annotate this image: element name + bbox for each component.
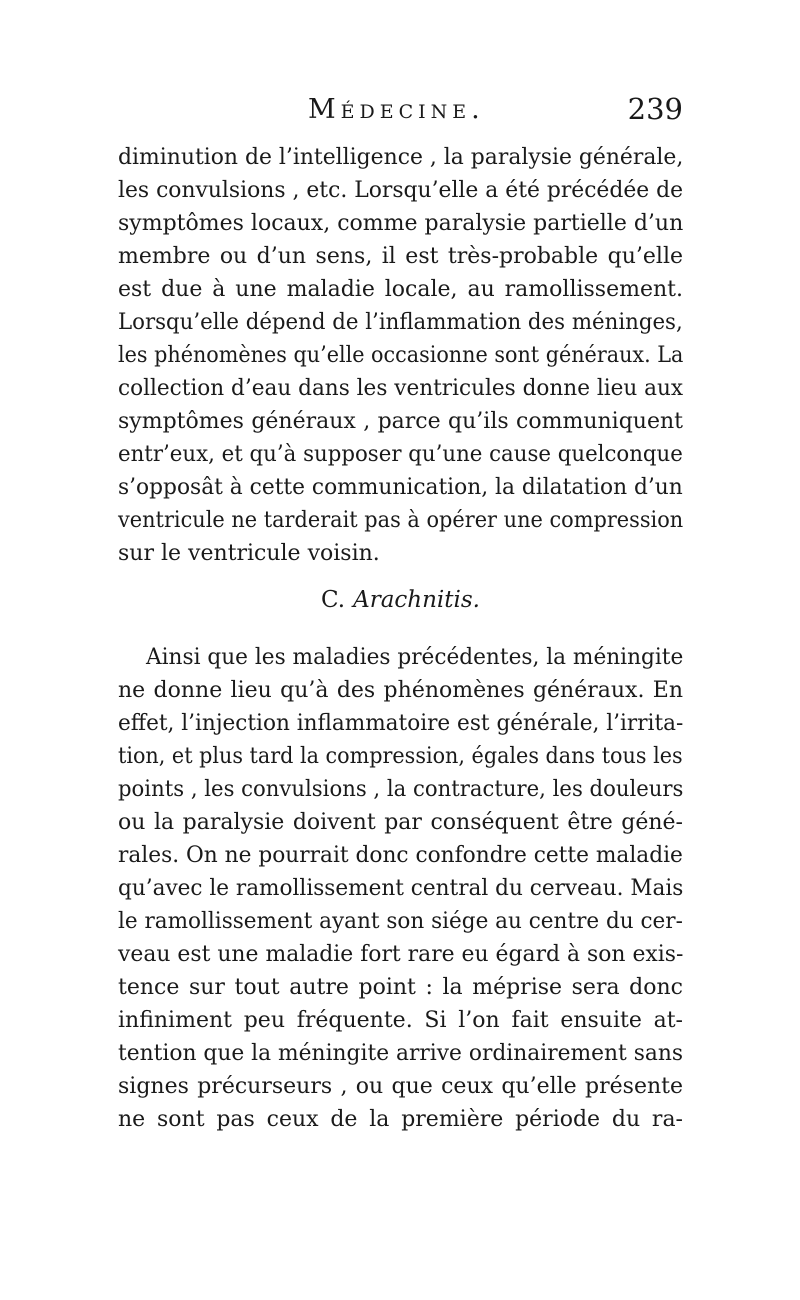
section-heading — [118, 580, 683, 620]
text-line: Ainsi que les maladies précédentes, la méningite — [146, 645, 684, 670]
text-line: rales. On ne pourrait donc confondre cette maladie — [118, 843, 683, 868]
text-line: ou la paralysie doivent par conséquent être géné- — [118, 810, 683, 835]
running-title: Médecine. — [308, 94, 485, 125]
text-line: sur le ventricule voisin. — [118, 541, 380, 566]
text-line: le ramollissement ayant son siége au centre du cer- — [118, 909, 683, 934]
text-line: les convulsions , etc. Lorsqu’elle a été précédée de — [118, 178, 684, 203]
text-line: collection d’eau dans les ventricules donne lieu aux — [118, 376, 684, 401]
text-line: symptômes locaux, comme paralysie partielle d’un — [118, 211, 684, 236]
text-line: signes précurseurs , ou que ceux qu’elle présente — [118, 1074, 683, 1099]
text-line: diminution de l’intelligence , la paralysie générale, — [118, 145, 684, 170]
section-title: Arachnitis. — [353, 587, 480, 613]
text-line: veau est une maladie fort rare eu égard à son exis- — [118, 942, 684, 967]
text-line: symptômes généraux , parce qu’ils communiquent — [118, 409, 683, 434]
text-line: effet, l’injection inflammatoire est générale, l’irrita- — [118, 711, 684, 736]
text-line: ventricule ne tarderait pas à opérer une compression — [118, 508, 684, 533]
text-line: ne sont pas ceux de la première période du ra- — [118, 1107, 683, 1132]
text-line: tion, et plus tard la compression, égales dans tous les — [118, 744, 683, 769]
text-line: les phénomènes qu’elle occasionne sont généraux. La — [118, 343, 684, 368]
page-number: 239 — [627, 92, 683, 126]
text-line: infiniment peu fréquente. Si l’on fait ensuite at- — [118, 1008, 683, 1033]
text-line: s’opposât à cette communication, la dilatation d’un — [118, 475, 683, 500]
text-line: points , les convulsions , la contracture, les douleurs — [118, 777, 684, 802]
text-line: qu’avec le ramollissement central du cerveau. Mais — [118, 876, 684, 901]
running-head — [118, 94, 683, 134]
text-line: tention que la méningite arrive ordinairement sans — [118, 1041, 684, 1066]
section-letter: C. — [321, 587, 346, 613]
text-line: ne donne lieu qu’à des phénomènes généraux. En — [118, 678, 683, 703]
text-line: membre ou d’un sens, il est très-probable qu’elle — [118, 244, 683, 269]
text-line: Lorsqu’elle dépend de l’inflammation des méninges, — [118, 310, 683, 335]
text-line: entr’eux, et qu’à supposer qu’une cause quelconque — [118, 442, 683, 467]
text-line: tence sur tout autre point : la méprise sera donc — [118, 975, 683, 1000]
text-line: est due à une maladie locale, au ramollissement. — [118, 277, 683, 302]
